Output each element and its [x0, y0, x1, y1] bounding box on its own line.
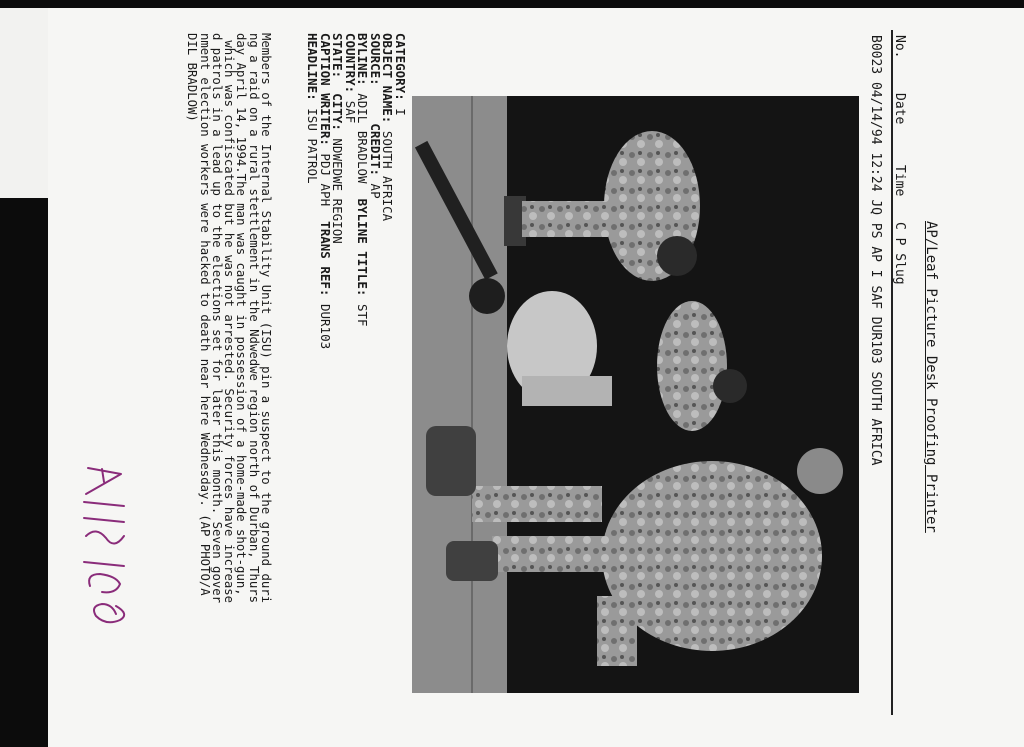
trans-ref-value: DUR103 [318, 303, 333, 350]
caption-line: ng a raid on a rural stettlement in the Ndwedwe region north of Durban, Thurs [246, 33, 261, 604]
headline-value: ISU PATROL [305, 108, 321, 184]
country-label: COUNTRY: [343, 33, 358, 94]
source-label: SOURCE: [368, 33, 383, 86]
category-value: I [393, 108, 408, 116]
city-label: CITY: [330, 93, 346, 131]
col-cp-slug: C P Slug [892, 222, 907, 285]
photo-image [412, 96, 859, 693]
caption-line: DIL BRADLOW) [185, 33, 200, 122]
object-name-label: OBJECT NAME: [380, 33, 396, 124]
byline-title-value: STF [355, 303, 371, 327]
paper-corner-tab [0, 8, 48, 198]
headline-label: HEADLINE: [305, 33, 321, 101]
object-name-value: SOUTH AFRICA [380, 130, 396, 222]
caption-line: d patrols in a lead up to the elections set for later this month. Seven gover [209, 33, 224, 604]
col-time: Time [892, 165, 907, 197]
proof-line: B0023 04/14/94 12:24 JQ PS AP I SAF DUR103 SOUTH AFRICA [868, 35, 883, 466]
caption-line: which was confiscated but he was not arrested. Security forces have increase [222, 33, 237, 604]
caption-block [186, 33, 272, 603]
caption-writer-label: CAPTION WRITER: [318, 33, 333, 146]
caption-line: day April 14, 1994.The man was caught in possession of a home-made shot-gun, [234, 33, 249, 596]
metadata-block [306, 33, 406, 349]
col-date: Date [892, 93, 907, 125]
caption-line: nment election workers were hacked to death near here Wednesday. (AP PHOTO/A [197, 33, 212, 596]
byline-title-label: BYLINE TITLE: [355, 198, 371, 297]
byline-label: BYLINE: [355, 33, 371, 86]
news-photo [412, 96, 859, 693]
handwritten-archive-number [76, 466, 136, 626]
country-value: SAF [343, 100, 358, 124]
trans-ref-label: TRANS REF: [318, 221, 333, 297]
credit-label: CREDIT: [368, 123, 383, 177]
byline-value: ADIL BRADLOW [355, 93, 371, 184]
caption-line: Members of the Internal Stability Unit (ISU) pin a suspect to the ground duri [259, 33, 273, 604]
state-label: STATE: [330, 33, 346, 79]
col-no: No. [892, 35, 907, 59]
caption-writer-value: PDJ APH [318, 153, 333, 207]
credit-value: AP [368, 183, 383, 199]
header-rule [891, 30, 893, 715]
city-value: NDWEDWE REGION [330, 138, 346, 244]
sheet-title: AP/Leaf Picture Desk Proofing Printer [923, 221, 939, 533]
category-label: CATEGORY: [393, 33, 408, 101]
